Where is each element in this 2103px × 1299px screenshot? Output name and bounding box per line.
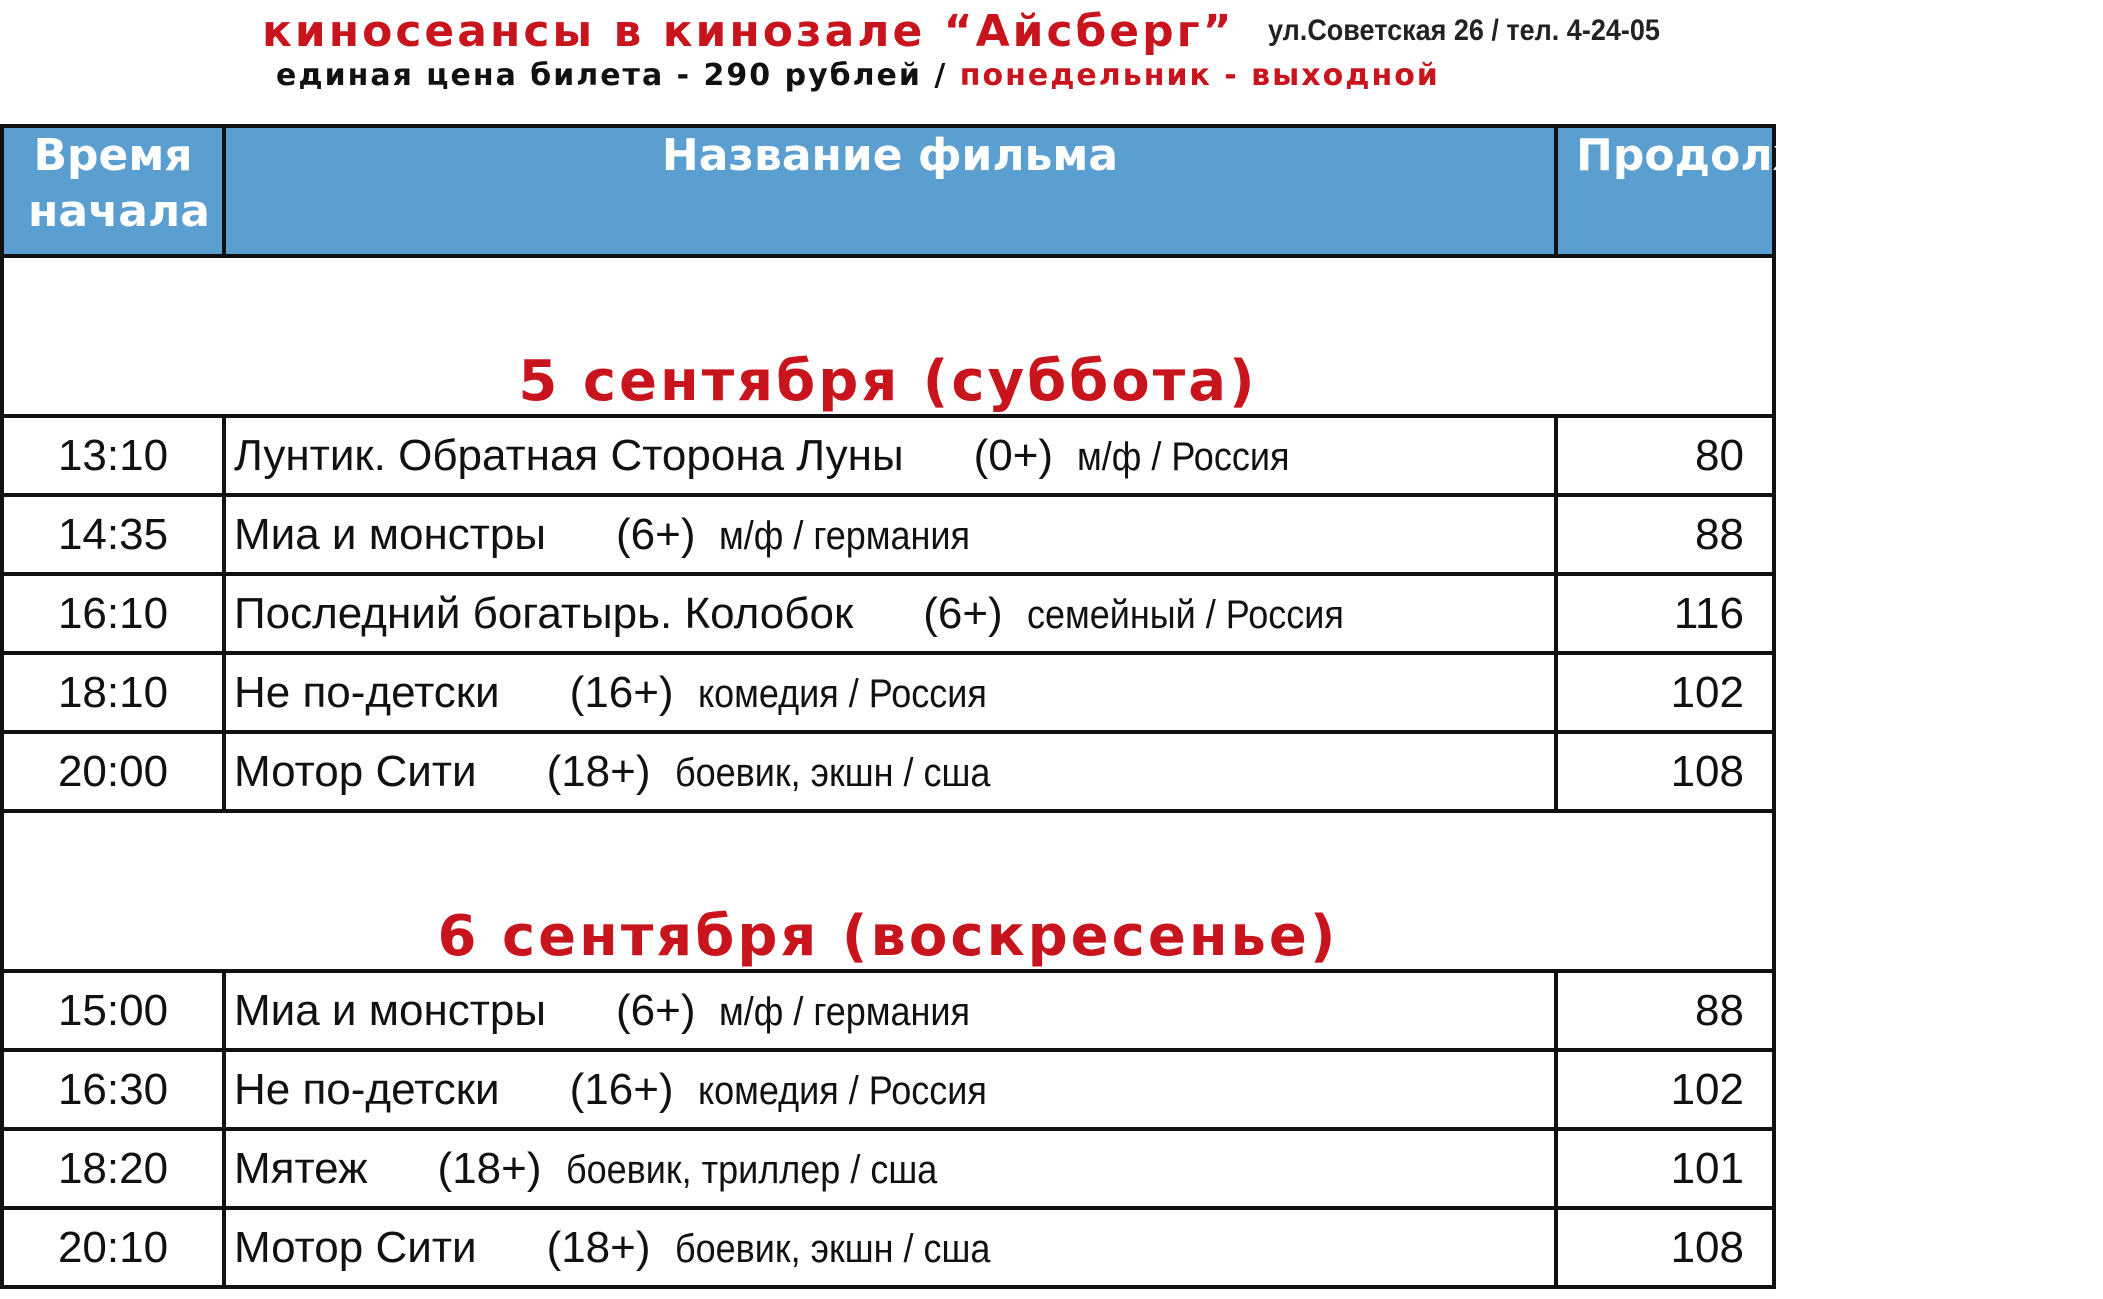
- show-film: [224, 1208, 1556, 1287]
- table-row: [2, 653, 1774, 732]
- age-rating: (16+): [569, 667, 674, 717]
- film-genre: боевик, триллер / сша: [565, 1147, 937, 1192]
- show-film: [224, 1050, 1556, 1129]
- day-label: 5 сентября (суббота): [2, 256, 1774, 416]
- film-title: Мотор Сити: [234, 746, 477, 796]
- day-label: 6 сентября (воскресенье): [2, 811, 1774, 971]
- age-rating: (18+): [437, 1143, 542, 1193]
- film-genre: боевик, экшн / сша: [674, 1226, 990, 1271]
- film-genre: комедия / Россия: [697, 671, 987, 716]
- show-film: [224, 416, 1556, 495]
- table-row: [2, 416, 1774, 495]
- table-row: [2, 971, 1774, 1050]
- film-title: Мятеж: [234, 1143, 368, 1193]
- film-title: Миа и монстры: [234, 509, 546, 559]
- column-header-time-label: Время начала: [28, 130, 210, 237]
- show-duration: 102: [1556, 653, 1774, 732]
- age-rating: (0+): [973, 430, 1054, 480]
- show-time: 18:10: [2, 653, 224, 732]
- age-rating: (18+): [546, 746, 651, 796]
- page-header: [0, 0, 1772, 120]
- day-row: [2, 256, 1774, 416]
- show-time: 16:10: [2, 574, 224, 653]
- film-title: Не по-детски: [234, 667, 500, 717]
- show-duration: 88: [1556, 495, 1774, 574]
- table-row: [2, 495, 1774, 574]
- column-header-duration-label: Продолжительность: [1576, 130, 2103, 181]
- film-genre: боевик, экшн / сша: [674, 750, 990, 795]
- show-duration: 101: [1556, 1129, 1774, 1208]
- table-row: [2, 1050, 1774, 1129]
- film-title: Лунтик. Обратная Сторона Луны: [234, 430, 904, 480]
- cinema-title: киносеансы в кинозале “Айсберг”: [262, 6, 1235, 57]
- film-title: Миа и монстры: [234, 985, 546, 1035]
- column-header-duration: [1556, 126, 2103, 256]
- day-row: [2, 811, 1774, 971]
- column-header-film: Название фильма: [224, 126, 1556, 256]
- show-time: 18:20: [2, 1129, 224, 1208]
- ticket-price: единая цена билета - 290 рублей /: [276, 58, 948, 93]
- show-film: [224, 971, 1556, 1050]
- column-header-time: [2, 126, 224, 256]
- show-film: [224, 574, 1556, 653]
- show-time: 20:10: [2, 1208, 224, 1287]
- table-row: [2, 1129, 1774, 1208]
- table-row: [2, 574, 1774, 653]
- table-header-row: [2, 126, 1774, 256]
- show-duration: 88: [1556, 971, 1774, 1050]
- show-duration: 108: [1556, 1208, 1774, 1287]
- show-film: [224, 653, 1556, 732]
- schedule-table: [0, 124, 2103, 1289]
- show-film: [224, 1129, 1556, 1208]
- show-time: 15:00: [2, 971, 224, 1050]
- film-genre: семейный / Россия: [1026, 592, 1344, 637]
- show-film: [224, 495, 1556, 574]
- film-genre: комедия / Россия: [697, 1068, 987, 1113]
- show-time: 13:10: [2, 416, 224, 495]
- age-rating: (16+): [569, 1064, 674, 1114]
- closed-day-note: понедельник - выходной: [959, 58, 1440, 93]
- show-duration: 108: [1556, 732, 1774, 811]
- table-row: [2, 1208, 1774, 1287]
- film-title: Последний богатырь. Колобок: [234, 588, 854, 638]
- age-rating: (6+): [616, 509, 696, 559]
- show-duration: 102: [1556, 1050, 1774, 1129]
- film-genre: м/ф / германия: [719, 513, 971, 558]
- film-title: Мотор Сити: [234, 1222, 477, 1272]
- film-genre: м/ф / германия: [719, 989, 971, 1034]
- age-rating: (18+): [546, 1222, 651, 1272]
- show-time: 20:00: [2, 732, 224, 811]
- film-title: Не по-детски: [234, 1064, 500, 1114]
- age-rating: (6+): [616, 985, 696, 1035]
- show-duration: 80: [1556, 416, 1774, 495]
- film-genre: м/ф / Россия: [1077, 434, 1290, 479]
- show-film: [224, 732, 1556, 811]
- show-time: 16:30: [2, 1050, 224, 1129]
- cinema-address: ул.Советская 26 / тел. 4-24-05: [1268, 14, 1660, 47]
- show-time: 14:35: [2, 495, 224, 574]
- price-line: [276, 58, 1440, 93]
- age-rating: (6+): [923, 588, 1003, 638]
- table-row: [2, 732, 1774, 811]
- show-duration: 116: [1556, 574, 1774, 653]
